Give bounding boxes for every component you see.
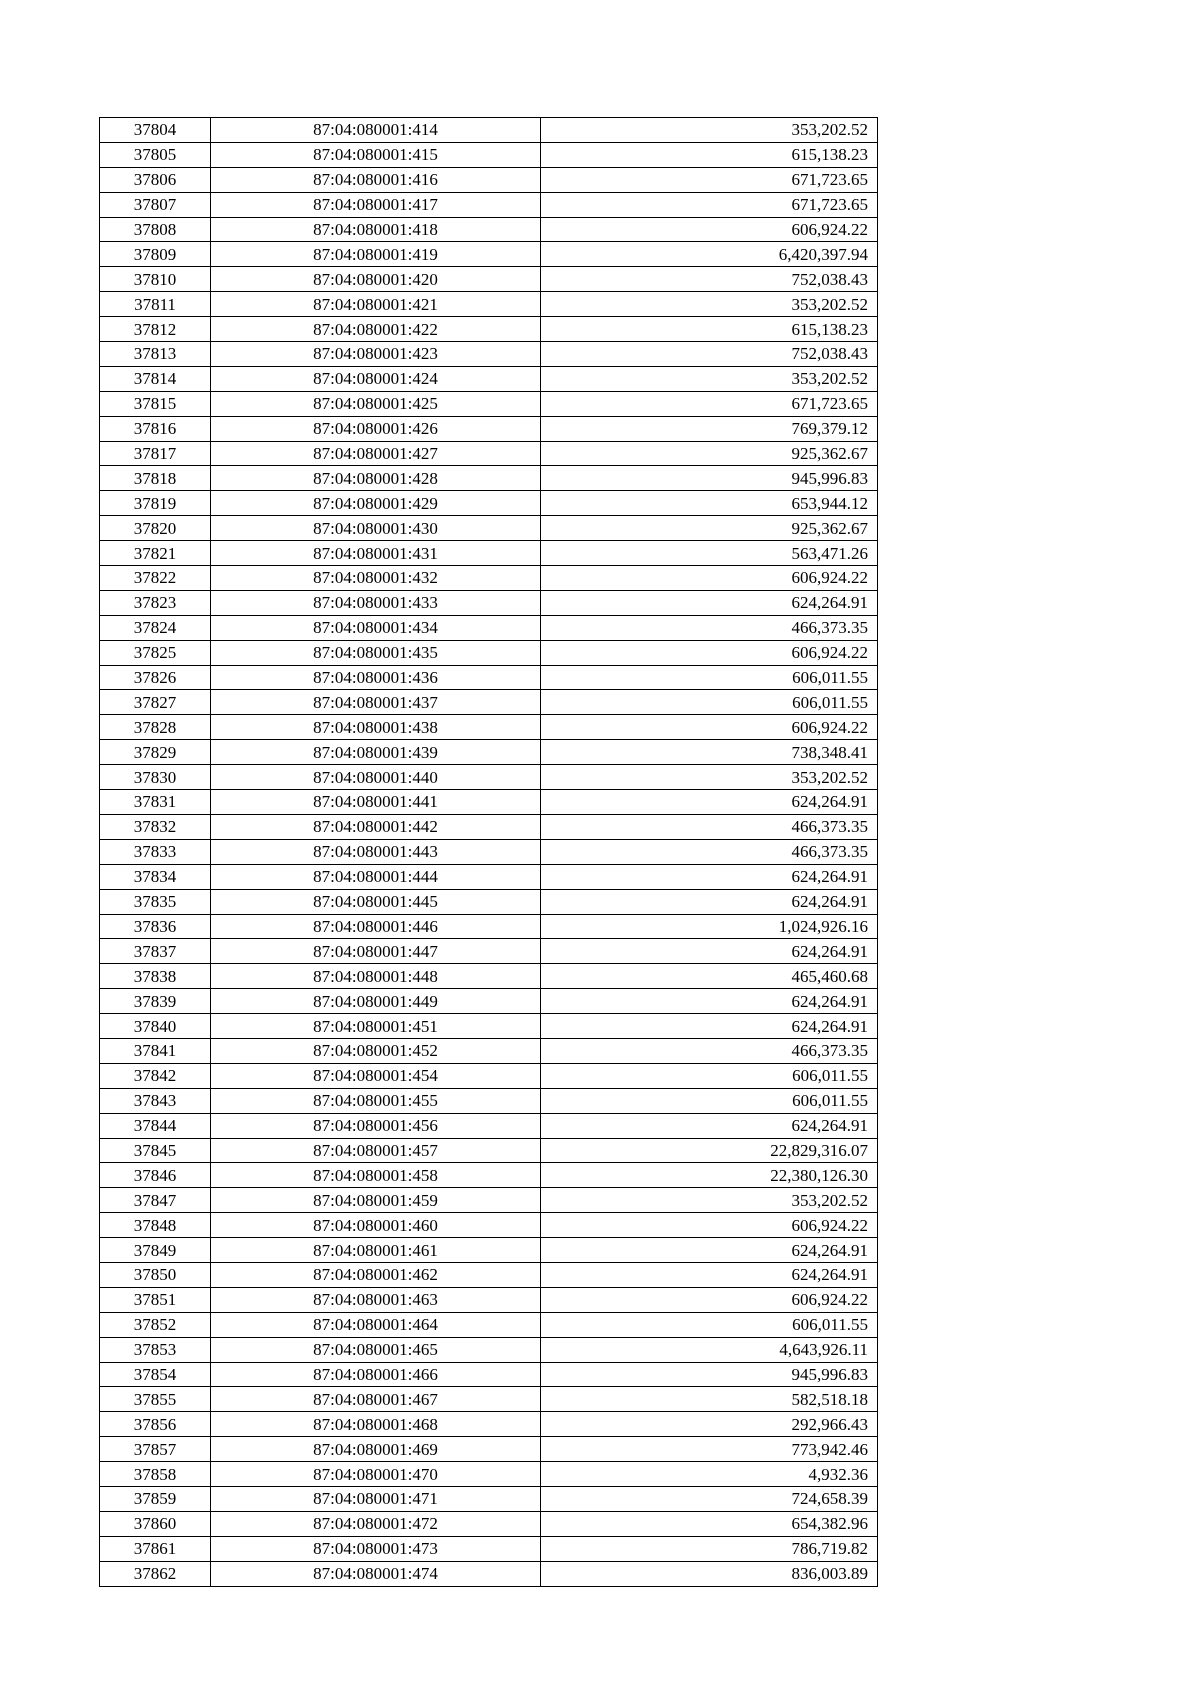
cadastral-number-cell: 87:04:080001:470 — [211, 1462, 541, 1487]
cadastral-value-cell: 752,038.43 — [541, 342, 878, 367]
cadastral-value-cell: 724,658.39 — [541, 1486, 878, 1511]
cadastral-value-cell: 582,518.18 — [541, 1387, 878, 1412]
cadastral-number-cell: 87:04:080001:443 — [211, 839, 541, 864]
cadastral-value-cell: 353,202.52 — [541, 1188, 878, 1213]
row-number-cell: 37820 — [100, 516, 211, 541]
cadastral-value-cell: 945,996.83 — [541, 1362, 878, 1387]
row-number-cell: 37856 — [100, 1412, 211, 1437]
cadastral-number-cell: 87:04:080001:454 — [211, 1063, 541, 1088]
cadastral-value-cell: 563,471.26 — [541, 541, 878, 566]
row-number-cell: 37858 — [100, 1462, 211, 1487]
row-number-cell: 37812 — [100, 317, 211, 342]
cadastral-value-cell: 22,829,316.07 — [541, 1138, 878, 1163]
row-number-cell: 37813 — [100, 342, 211, 367]
cadastral-number-cell: 87:04:080001:436 — [211, 665, 541, 690]
cadastral-number-cell: 87:04:080001:416 — [211, 167, 541, 192]
cadastral-value-cell: 6,420,397.94 — [541, 242, 878, 267]
row-number-cell: 37814 — [100, 366, 211, 391]
table-row — [100, 391, 878, 416]
table-row — [100, 1163, 878, 1188]
row-number-cell: 37821 — [100, 541, 211, 566]
cadastral-value-cell: 624,264.91 — [541, 1238, 878, 1263]
row-number-cell: 37833 — [100, 839, 211, 864]
row-number-cell: 37829 — [100, 740, 211, 765]
cadastral-value-cell: 22,380,126.30 — [541, 1163, 878, 1188]
cadastral-value-cell: 624,264.91 — [541, 590, 878, 615]
cadastral-number-cell: 87:04:080001:460 — [211, 1213, 541, 1238]
cadastral-number-cell: 87:04:080001:417 — [211, 192, 541, 217]
table-row — [100, 566, 878, 591]
row-number-cell: 37848 — [100, 1213, 211, 1238]
table-row — [100, 416, 878, 441]
table-row — [100, 317, 878, 342]
row-number-cell: 37830 — [100, 765, 211, 790]
cadastral-number-cell: 87:04:080001:426 — [211, 416, 541, 441]
table-row — [100, 1287, 878, 1312]
cadastral-number-cell: 87:04:080001:458 — [211, 1163, 541, 1188]
cadastral-number-cell: 87:04:080001:433 — [211, 590, 541, 615]
cadastral-value-cell: 4,932.36 — [541, 1462, 878, 1487]
cadastral-number-cell: 87:04:080001:448 — [211, 964, 541, 989]
row-number-cell: 37860 — [100, 1511, 211, 1536]
cadastral-value-cell: 671,723.65 — [541, 167, 878, 192]
cadastral-number-cell: 87:04:080001:444 — [211, 864, 541, 889]
table-row — [100, 1238, 878, 1263]
row-number-cell: 37862 — [100, 1561, 211, 1586]
table-row — [100, 1188, 878, 1213]
table-row — [100, 814, 878, 839]
row-number-cell: 37826 — [100, 665, 211, 690]
cadastral-value-cell: 466,373.35 — [541, 615, 878, 640]
cadastral-number-cell: 87:04:080001:423 — [211, 342, 541, 367]
cadastral-number-cell: 87:04:080001:464 — [211, 1312, 541, 1337]
cadastral-number-cell: 87:04:080001:415 — [211, 142, 541, 167]
row-number-cell: 37857 — [100, 1437, 211, 1462]
row-number-cell: 37808 — [100, 217, 211, 242]
cadastral-value-cell: 606,924.22 — [541, 1287, 878, 1312]
row-number-cell: 37845 — [100, 1138, 211, 1163]
cadastral-number-cell: 87:04:080001:435 — [211, 640, 541, 665]
row-number-cell: 37847 — [100, 1188, 211, 1213]
cadastral-number-cell: 87:04:080001:427 — [211, 441, 541, 466]
row-number-cell: 37831 — [100, 790, 211, 815]
cadastral-value-cell: 836,003.89 — [541, 1561, 878, 1586]
cadastral-number-cell: 87:04:080001:438 — [211, 715, 541, 740]
cadastral-number-cell: 87:04:080001:422 — [211, 317, 541, 342]
table-row — [100, 342, 878, 367]
cadastral-value-cell: 654,382.96 — [541, 1511, 878, 1536]
cadastral-number-cell: 87:04:080001:467 — [211, 1387, 541, 1412]
table-row — [100, 441, 878, 466]
table-body — [100, 118, 878, 1587]
table-row — [100, 1138, 878, 1163]
table-row — [100, 1362, 878, 1387]
cadastral-value-cell: 624,264.91 — [541, 1262, 878, 1287]
cadastral-number-cell: 87:04:080001:429 — [211, 491, 541, 516]
cadastral-number-cell: 87:04:080001:471 — [211, 1486, 541, 1511]
row-number-cell: 37809 — [100, 242, 211, 267]
table-row — [100, 1213, 878, 1238]
table-row — [100, 690, 878, 715]
cadastral-value-cell: 624,264.91 — [541, 790, 878, 815]
table-row — [100, 167, 878, 192]
cadastral-value-cell: 606,924.22 — [541, 1213, 878, 1238]
cadastral-value-cell: 769,379.12 — [541, 416, 878, 441]
row-number-cell: 37805 — [100, 142, 211, 167]
row-number-cell: 37828 — [100, 715, 211, 740]
cadastral-value-cell: 353,202.52 — [541, 292, 878, 317]
cadastral-number-cell: 87:04:080001:437 — [211, 690, 541, 715]
table-row — [100, 615, 878, 640]
cadastral-number-cell: 87:04:080001:461 — [211, 1238, 541, 1263]
row-number-cell: 37811 — [100, 292, 211, 317]
row-number-cell: 37850 — [100, 1262, 211, 1287]
cadastral-number-cell: 87:04:080001:469 — [211, 1437, 541, 1462]
table-row — [100, 217, 878, 242]
cadastral-number-cell: 87:04:080001:445 — [211, 889, 541, 914]
table-row — [100, 590, 878, 615]
row-number-cell: 37822 — [100, 566, 211, 591]
cadastral-number-cell: 87:04:080001:447 — [211, 939, 541, 964]
cadastral-value-cell: 606,924.22 — [541, 640, 878, 665]
row-number-cell: 37823 — [100, 590, 211, 615]
table-row — [100, 242, 878, 267]
cadastral-value-cell: 615,138.23 — [541, 142, 878, 167]
cadastral-value-cell: 466,373.35 — [541, 814, 878, 839]
cadastral-value-cell: 606,011.55 — [541, 1088, 878, 1113]
cadastral-number-cell: 87:04:080001:473 — [211, 1536, 541, 1561]
row-number-cell: 37849 — [100, 1238, 211, 1263]
cadastral-number-cell: 87:04:080001:430 — [211, 516, 541, 541]
row-number-cell: 37817 — [100, 441, 211, 466]
cadastral-value-cell: 615,138.23 — [541, 317, 878, 342]
table-row — [100, 1536, 878, 1561]
cadastral-number-cell: 87:04:080001:459 — [211, 1188, 541, 1213]
table-row — [100, 864, 878, 889]
cadastral-value-cell: 786,719.82 — [541, 1536, 878, 1561]
row-number-cell: 37861 — [100, 1536, 211, 1561]
cadastral-value-cell: 752,038.43 — [541, 267, 878, 292]
cadastral-value-cell: 606,011.55 — [541, 1312, 878, 1337]
table-row — [100, 740, 878, 765]
cadastral-number-cell: 87:04:080001:441 — [211, 790, 541, 815]
cadastral-number-cell: 87:04:080001:462 — [211, 1262, 541, 1287]
table-row — [100, 1262, 878, 1287]
table-row — [100, 640, 878, 665]
cadastral-number-cell: 87:04:080001:424 — [211, 366, 541, 391]
row-number-cell: 37851 — [100, 1287, 211, 1312]
cadastral-value-cell: 925,362.67 — [541, 516, 878, 541]
table-row — [100, 1561, 878, 1586]
table-row — [100, 118, 878, 143]
table-row — [100, 491, 878, 516]
cadastral-number-cell: 87:04:080001:451 — [211, 1014, 541, 1039]
table-row — [100, 541, 878, 566]
row-number-cell: 37816 — [100, 416, 211, 441]
cadastral-value-cell: 773,942.46 — [541, 1437, 878, 1462]
cadastral-value-cell: 465,460.68 — [541, 964, 878, 989]
cadastral-value-cell: 624,264.91 — [541, 989, 878, 1014]
row-number-cell: 37853 — [100, 1337, 211, 1362]
row-number-cell: 37840 — [100, 1014, 211, 1039]
cadastral-number-cell: 87:04:080001:457 — [211, 1138, 541, 1163]
cadastral-value-cell: 353,202.52 — [541, 118, 878, 143]
row-number-cell: 37806 — [100, 167, 211, 192]
row-number-cell: 37852 — [100, 1312, 211, 1337]
cadastral-number-cell: 87:04:080001:465 — [211, 1337, 541, 1362]
table-row — [100, 192, 878, 217]
cadastral-value-cell: 606,924.22 — [541, 566, 878, 591]
row-number-cell: 37838 — [100, 964, 211, 989]
row-number-cell: 37836 — [100, 914, 211, 939]
table-row — [100, 889, 878, 914]
row-number-cell: 37834 — [100, 864, 211, 889]
cadastral-number-cell: 87:04:080001:463 — [211, 1287, 541, 1312]
row-number-cell: 37807 — [100, 192, 211, 217]
cadastral-value-cell: 466,373.35 — [541, 1038, 878, 1063]
table-row — [100, 1312, 878, 1337]
row-number-cell: 37835 — [100, 889, 211, 914]
cadastral-value-cell: 671,723.65 — [541, 192, 878, 217]
table-row — [100, 267, 878, 292]
cadastral-number-cell: 87:04:080001:466 — [211, 1362, 541, 1387]
table-row — [100, 142, 878, 167]
table-row — [100, 790, 878, 815]
cadastral-value-cell: 292,966.43 — [541, 1412, 878, 1437]
table-row — [100, 665, 878, 690]
cadastral-value-cell: 606,924.22 — [541, 217, 878, 242]
row-number-cell: 37815 — [100, 391, 211, 416]
table-row — [100, 516, 878, 541]
cadastral-number-cell: 87:04:080001:468 — [211, 1412, 541, 1437]
table-row — [100, 1063, 878, 1088]
cadastral-number-cell: 87:04:080001:449 — [211, 989, 541, 1014]
cadastral-number-cell: 87:04:080001:442 — [211, 814, 541, 839]
cadastral-number-cell: 87:04:080001:474 — [211, 1561, 541, 1586]
row-number-cell: 37819 — [100, 491, 211, 516]
table-row — [100, 1511, 878, 1536]
row-number-cell: 37841 — [100, 1038, 211, 1063]
cadastral-value-cell: 738,348.41 — [541, 740, 878, 765]
cadastral-value-cell: 624,264.91 — [541, 1014, 878, 1039]
table-row — [100, 914, 878, 939]
table-row — [100, 466, 878, 491]
cadastral-value-cell: 606,011.55 — [541, 665, 878, 690]
table-row — [100, 1437, 878, 1462]
cadastral-value-cell: 624,264.91 — [541, 889, 878, 914]
row-number-cell: 37859 — [100, 1486, 211, 1511]
cadastral-number-cell: 87:04:080001:432 — [211, 566, 541, 591]
table-row — [100, 1486, 878, 1511]
table-row — [100, 839, 878, 864]
cadastral-value-cell: 606,924.22 — [541, 715, 878, 740]
cadastral-value-cell: 353,202.52 — [541, 366, 878, 391]
cadastral-number-cell: 87:04:080001:452 — [211, 1038, 541, 1063]
table-row — [100, 1088, 878, 1113]
cadastral-number-cell: 87:04:080001:472 — [211, 1511, 541, 1536]
cadastral-value-table — [99, 117, 878, 1587]
table-row — [100, 715, 878, 740]
table-row — [100, 1387, 878, 1412]
cadastral-number-cell: 87:04:080001:418 — [211, 217, 541, 242]
cadastral-number-cell: 87:04:080001:428 — [211, 466, 541, 491]
row-number-cell: 37855 — [100, 1387, 211, 1412]
row-number-cell: 37818 — [100, 466, 211, 491]
table-row — [100, 1412, 878, 1437]
row-number-cell: 37832 — [100, 814, 211, 839]
cadastral-number-cell: 87:04:080001:434 — [211, 615, 541, 640]
table-row — [100, 765, 878, 790]
row-number-cell: 37842 — [100, 1063, 211, 1088]
cadastral-value-cell: 1,024,926.16 — [541, 914, 878, 939]
cadastral-value-cell: 945,996.83 — [541, 466, 878, 491]
row-number-cell: 37839 — [100, 989, 211, 1014]
row-number-cell: 37844 — [100, 1113, 211, 1138]
table-row — [100, 939, 878, 964]
row-number-cell: 37810 — [100, 267, 211, 292]
table-row — [100, 1014, 878, 1039]
cadastral-value-cell: 624,264.91 — [541, 864, 878, 889]
cadastral-value-cell: 353,202.52 — [541, 765, 878, 790]
cadastral-number-cell: 87:04:080001:439 — [211, 740, 541, 765]
cadastral-number-cell: 87:04:080001:456 — [211, 1113, 541, 1138]
row-number-cell: 37846 — [100, 1163, 211, 1188]
cadastral-value-cell: 606,011.55 — [541, 690, 878, 715]
table-row — [100, 292, 878, 317]
cadastral-number-cell: 87:04:080001:425 — [211, 391, 541, 416]
table-row — [100, 1113, 878, 1138]
cadastral-value-cell: 925,362.67 — [541, 441, 878, 466]
table-row — [100, 1337, 878, 1362]
table-row — [100, 989, 878, 1014]
row-number-cell: 37804 — [100, 118, 211, 143]
row-number-cell: 37843 — [100, 1088, 211, 1113]
cadastral-number-cell: 87:04:080001:419 — [211, 242, 541, 267]
cadastral-number-cell: 87:04:080001:420 — [211, 267, 541, 292]
cadastral-value-cell: 4,643,926.11 — [541, 1337, 878, 1362]
cadastral-number-cell: 87:04:080001:446 — [211, 914, 541, 939]
cadastral-value-cell: 671,723.65 — [541, 391, 878, 416]
cadastral-value-cell: 624,264.91 — [541, 939, 878, 964]
table-row — [100, 964, 878, 989]
cadastral-value-cell: 606,011.55 — [541, 1063, 878, 1088]
table-row — [100, 1462, 878, 1487]
row-number-cell: 37827 — [100, 690, 211, 715]
cadastral-number-cell: 87:04:080001:421 — [211, 292, 541, 317]
cadastral-value-cell: 653,944.12 — [541, 491, 878, 516]
cadastral-number-cell: 87:04:080001:414 — [211, 118, 541, 143]
cadastral-number-cell: 87:04:080001:455 — [211, 1088, 541, 1113]
row-number-cell: 37837 — [100, 939, 211, 964]
table-row — [100, 366, 878, 391]
row-number-cell: 37825 — [100, 640, 211, 665]
row-number-cell: 37854 — [100, 1362, 211, 1387]
cadastral-number-cell: 87:04:080001:440 — [211, 765, 541, 790]
row-number-cell: 37824 — [100, 615, 211, 640]
table-row — [100, 1038, 878, 1063]
cadastral-value-cell: 466,373.35 — [541, 839, 878, 864]
cadastral-number-cell: 87:04:080001:431 — [211, 541, 541, 566]
cadastral-value-cell: 624,264.91 — [541, 1113, 878, 1138]
